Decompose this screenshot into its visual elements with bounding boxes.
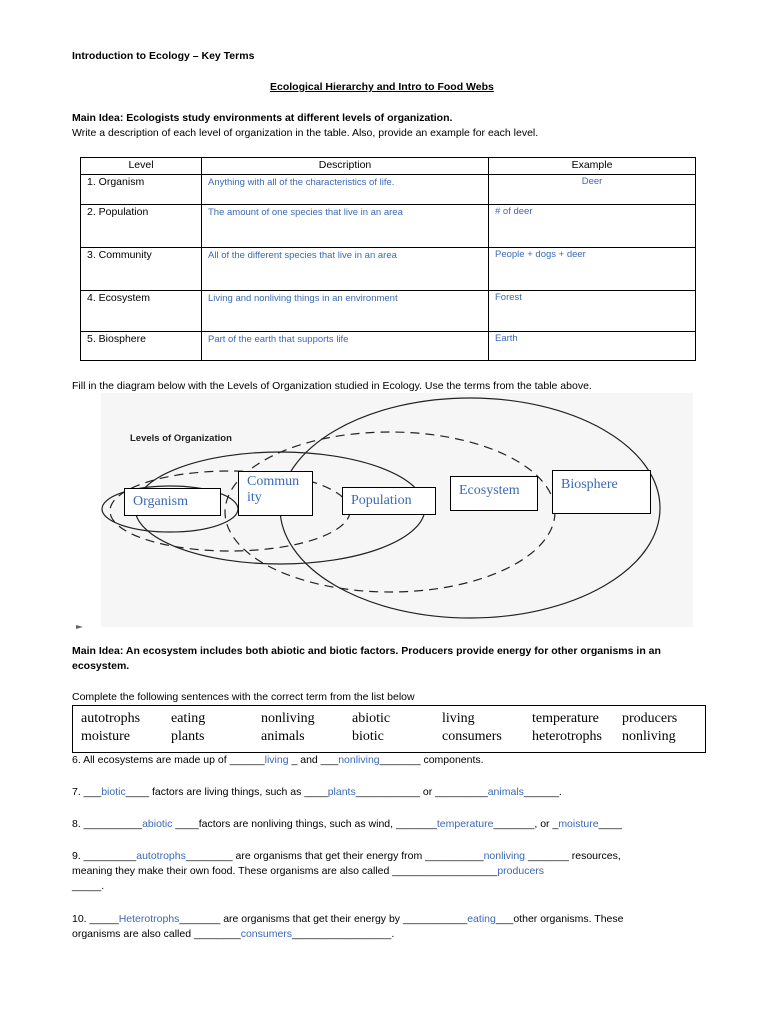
q8-answer-1[interactable]: abiotic bbox=[142, 818, 173, 830]
question-9-line1 bbox=[72, 848, 621, 864]
main-idea-2-line1: Main Idea: An ecosystem includes both abiotic and biotic factors. Producers provide energy for other organisms in an bbox=[72, 645, 661, 657]
word-bank-term: consumers bbox=[442, 729, 502, 744]
word-bank-term: abiotic bbox=[352, 711, 391, 726]
word-bank-term: nonliving bbox=[261, 711, 315, 726]
q6-text: 6. All ecosystems are made up of ______ bbox=[72, 754, 265, 766]
q10-text: organisms are also called ________ bbox=[72, 928, 241, 940]
q6-text: _ and ___ bbox=[288, 754, 339, 766]
biosphere-label-box[interactable] bbox=[552, 470, 651, 514]
level-cell: 4. Ecosystem bbox=[81, 291, 202, 332]
q7-text: ______. bbox=[523, 786, 562, 798]
main-idea-1: Main Idea: Ecologists study environments at different levels of organization. bbox=[72, 112, 453, 124]
level-cell: 1. Organism bbox=[81, 175, 202, 205]
word-bank bbox=[72, 705, 706, 753]
question-10-line1 bbox=[72, 911, 623, 927]
population-label-box[interactable] bbox=[342, 487, 436, 515]
q9-answer-3[interactable]: producers bbox=[497, 865, 545, 877]
table-header-level: Level bbox=[81, 158, 202, 175]
word-bank-instructions: Complete the following sentences with the correct term from the list below bbox=[72, 691, 415, 703]
ecosystem-label-box[interactable] bbox=[450, 476, 538, 511]
question-9-line2 bbox=[72, 863, 544, 879]
question-8 bbox=[72, 816, 622, 832]
q7-text: 7. ___ bbox=[72, 786, 102, 798]
q9-text: 9. _________ bbox=[72, 850, 137, 862]
example-cell[interactable]: Deer bbox=[489, 175, 696, 205]
question-10-line2 bbox=[72, 926, 394, 942]
description-cell[interactable]: Living and nonliving things in an environment bbox=[202, 291, 489, 332]
q10-text: _________________. bbox=[292, 928, 395, 940]
q9-text: ________ are organisms that get their energy from __________ bbox=[185, 850, 484, 862]
q9-text: meaning they make their own food. These organisms are also called __________________ bbox=[72, 865, 498, 877]
main-idea-2-line2: ecosystem. bbox=[72, 660, 130, 672]
example-cell[interactable]: Earth bbox=[489, 332, 696, 361]
q8-text: ____factors are nonliving things, such as wind, _______ bbox=[172, 818, 437, 830]
organism-label: Organism bbox=[133, 494, 188, 509]
page-title: Introduction to Ecology – Key Terms bbox=[72, 50, 255, 62]
q7-text: ____ factors are living things, such as ____ bbox=[125, 786, 328, 798]
description-cell[interactable]: Part of the earth that supports life bbox=[202, 332, 489, 361]
q9-text: _______ resources, bbox=[525, 850, 621, 862]
word-bank-term: living bbox=[442, 711, 475, 726]
word-bank-term: autotrophs bbox=[81, 711, 141, 726]
q7-answer-2[interactable]: plants bbox=[327, 786, 356, 798]
description-cell[interactable]: The amount of one species that live in an area bbox=[202, 205, 489, 248]
q6-answer-2[interactable]: nonliving bbox=[338, 754, 380, 766]
community-label-line2: ity bbox=[247, 490, 262, 505]
word-bank-term: moisture bbox=[81, 729, 130, 744]
arrow-mark bbox=[76, 625, 83, 629]
q10-answer-1[interactable]: Heterotrophs bbox=[118, 913, 180, 925]
description-cell[interactable]: All of the different species that live in an area bbox=[202, 248, 489, 291]
biosphere-label: Biosphere bbox=[561, 477, 618, 492]
question-7 bbox=[72, 784, 562, 800]
level-cell: 5. Biosphere bbox=[81, 332, 202, 361]
q8-text: _______, or _ bbox=[493, 818, 559, 830]
word-bank-term: biotic bbox=[352, 729, 384, 744]
level-cell: 2. Population bbox=[81, 205, 202, 248]
diagram-title: Levels of Organization bbox=[130, 433, 232, 444]
table-instructions: Write a description of each level of organization in the table. Also, provide an example for each level. bbox=[72, 127, 539, 139]
q10-answer-2[interactable]: eating bbox=[467, 913, 496, 925]
q7-answer-1[interactable]: biotic bbox=[101, 786, 126, 798]
word-bank-term: nonliving bbox=[622, 729, 676, 744]
ecosystem-label: Ecosystem bbox=[459, 483, 520, 498]
q6-answer-1[interactable]: living bbox=[264, 754, 289, 766]
word-bank-term: producers bbox=[622, 711, 678, 726]
level-cell: 3. Community bbox=[81, 248, 202, 291]
example-cell[interactable]: People + dogs + deer bbox=[489, 248, 696, 291]
table-header-example: Example bbox=[489, 158, 696, 175]
word-bank-term: plants bbox=[171, 729, 205, 744]
q9-answer-2[interactable]: nonliving bbox=[483, 850, 526, 862]
q10-text: 10. _____ bbox=[72, 913, 119, 925]
description-cell[interactable]: Anything with all of the characteristics of life. bbox=[202, 175, 489, 205]
organism-label-box[interactable] bbox=[124, 488, 221, 516]
q7-answer-3[interactable]: animals bbox=[487, 786, 524, 798]
q10-answer-3[interactable]: consumers bbox=[240, 928, 293, 940]
q9-answer-1[interactable]: autotrophs bbox=[136, 850, 186, 862]
word-bank-term: heterotrophs bbox=[532, 729, 602, 744]
word-bank-term: temperature bbox=[532, 711, 599, 726]
q6-text: _______ components. bbox=[379, 754, 484, 766]
diagram-instructions: Fill in the diagram below with the Levels of Organization studied in Ecology. Use the terms from the table above. bbox=[72, 380, 592, 392]
community-label-box[interactable] bbox=[238, 471, 313, 516]
table-header-description: Description bbox=[202, 158, 489, 175]
q8-text: 8. __________ bbox=[72, 818, 143, 830]
population-label: Population bbox=[351, 493, 412, 508]
q10-text: ___other organisms. These bbox=[495, 913, 624, 925]
example-cell[interactable]: Forest bbox=[489, 291, 696, 332]
page-subtitle: Ecological Hierarchy and Intro to Food Webs bbox=[270, 81, 494, 93]
q8-answer-2[interactable]: temperature bbox=[436, 818, 494, 830]
example-cell[interactable]: # of deer bbox=[489, 205, 696, 248]
q8-answer-3[interactable]: moisture bbox=[558, 818, 599, 830]
question-9-line3: _____. bbox=[72, 880, 105, 892]
q7-text: ___________ or _________ bbox=[355, 786, 488, 798]
q10-text: _______ are organisms that get their energy by ___________ bbox=[179, 913, 468, 925]
q8-text: ____ bbox=[598, 818, 622, 830]
word-bank-term: eating bbox=[171, 711, 206, 726]
word-bank-term: animals bbox=[261, 729, 305, 744]
question-6 bbox=[72, 752, 484, 768]
community-label-line1: Commun bbox=[247, 474, 300, 489]
